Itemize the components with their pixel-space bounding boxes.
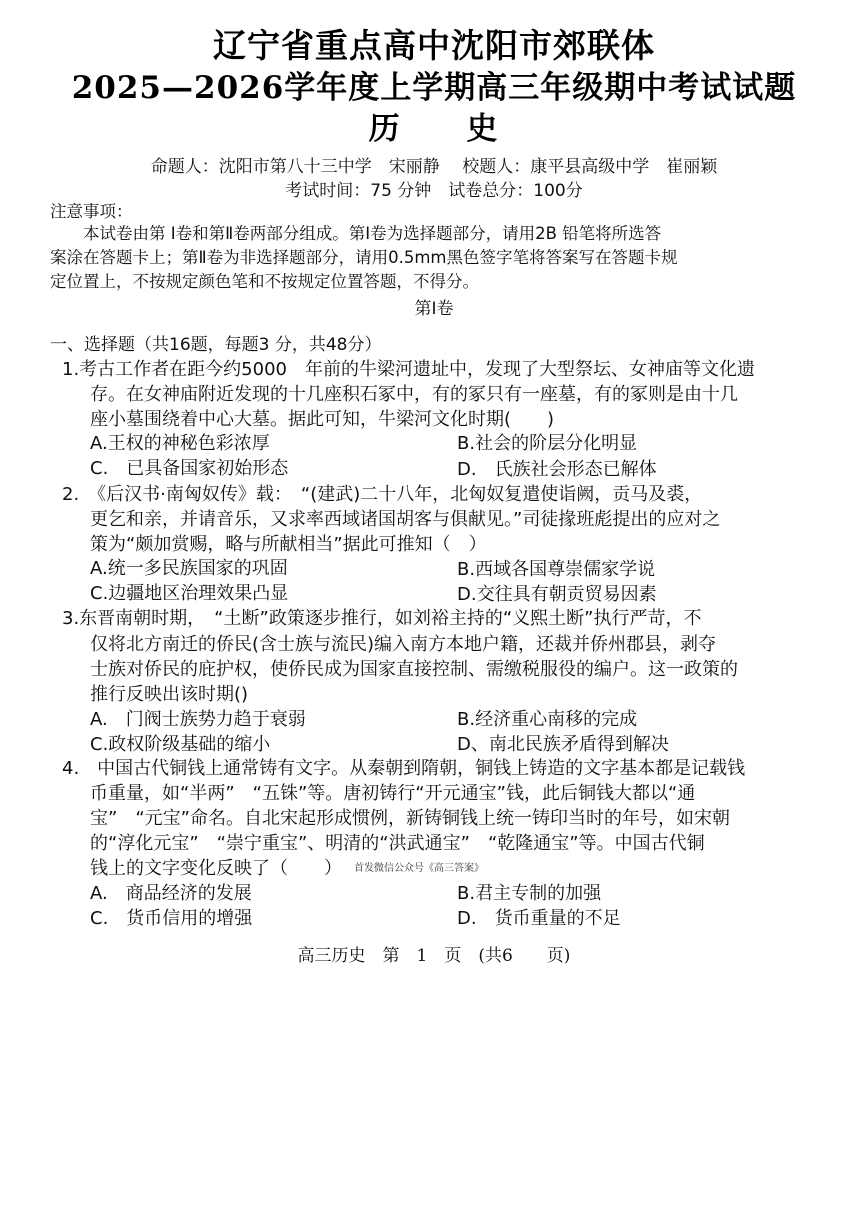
notice-line: 定位置上，不按规定颜色笔和不按规定位置答题，不得分。 [50,272,479,291]
exam-title-term: 2025—2026学年度上学期高三年级期中考试试题 [71,70,797,106]
question-3-text: 3.东晋南朝时期， “土断”政策逐步推行，如刘裕主持的“义熙土断”执行严苛，不 [62,608,702,629]
question-2-text: 策为“颇加赏赐，略与所献相当”据此可推知（ ） [90,534,487,555]
question-2-option-a: A.统一多民族国家的巩固 [90,558,288,579]
question-1-option-c: C. 已具备国家初始形态 [90,458,289,479]
question-4-text: 4. 中国古代铜钱上通常铸有文字。从秦朝到隋朝，铜钱上铸造的文字基本都是记载钱 [62,758,746,779]
question-1-text: 1.考古工作者在距今约5000 年前的牛梁河遗址中，发现了大型祭坛、女神庙等文化遗 [62,359,755,380]
question-4-text: 的“淳化元宝” “崇宁重宝”、明清的“洪武通宝” “乾隆通宝”等。中国古代铜 [90,833,705,854]
question-1-text: 座小墓围绕着中心大墓。据此可知，牛梁河文化时期( ) [90,409,555,430]
question-2-option-c: C.边疆地区治理效果凸显 [90,583,289,604]
notice-line: 案涂在答题卡上；第Ⅱ卷为非选择题部分，请用0.5mm黑色签字笔将答案写在答题卡规 [50,248,678,267]
question-1-option-a: A.王权的神秘色彩浓厚 [90,433,270,454]
watermark-note: 首发微信公众号《高三答案》 [354,863,484,874]
question-4-option-d: D. 货币重量的不足 [457,908,621,929]
question-3-option-a: A. 门阀士族势力趋于衰弱 [90,709,306,730]
question-4-text: 宝” “元宝”命名。自北宋起形成惯例，新铸铜钱上统一铸印当时的年号，如宋朝 [90,808,730,829]
question-2-option-d: D.交往具有朝贡贸易因素 [457,584,657,605]
question-4-option-b: B.君主专制的加强 [457,883,602,904]
question-3-option-d: D、南北民族矛盾得到解决 [457,734,669,755]
notice-label: 注意事项： [50,202,133,221]
exam-info: 考试时间：75 分钟 试卷总分：100分 [285,181,583,201]
exam-authors: 命题人：沈阳市第八十三中学 宋丽静 校题人：康平县高级中学 崔丽颖 [150,157,718,177]
question-3-text: 仅将北方南迁的侨民(含士族与流民)编入南方本地户籍，还裁并侨州郡县，剥夺 [90,634,717,655]
notice-line: 本试卷由第 Ⅰ卷和第Ⅱ卷两部分组成。第Ⅰ卷为选择题部分，请用2B 铅笔将所选答 [50,224,662,243]
question-4-text [90,857,484,881]
question-4-option-c: C. 货币信用的增强 [90,908,253,929]
question-4-option-a: A. 商品经济的发展 [90,883,252,904]
question-2-text: 2. 《后汉书·南匈奴传》载： “(建武)二十八年，北匈奴复遣使诣阙，贡马及裘， [62,484,703,505]
exam-subject: 历 史 [368,111,526,147]
part-title: 一、选择题（共16题，每题3 分，共48分） [50,335,382,355]
question-1-option-b: B.社会的阶层分化明显 [457,433,638,454]
question-1-text: 存。在女神庙附近发现的十几座积石冢中，有的冢只有一座墓，有的冢则是由十几 [90,384,738,405]
question-2-text: 更乞和亲，并请音乐，又求率西域诸国胡客与俱献见。”司徒掾班彪提出的应对之 [90,509,721,530]
question-1-option-d: D. 氏族社会形态已解体 [457,459,657,480]
section-title: 第Ⅰ卷 [414,299,454,319]
question-4-text-tail: 钱上的文字变化反映了（ ） [90,858,342,879]
question-3-option-c: C.政权阶级基础的缩小 [90,734,271,755]
exam-title-school: 辽宁省重点高中沈阳市郊联体 [213,26,655,65]
question-3-option-b: B.经济重心南移的完成 [457,709,638,730]
question-2-option-b: B.西域各国尊崇儒家学说 [457,559,656,580]
question-3-text: 士族对侨民的庇护权，使侨民成为国家直接控制、需缴税服役的编户。这一政策的 [90,659,738,680]
question-4-text: 币重量，如“半两” “五铢”等。唐初铸行“开元通宝”钱，此后铜钱大都以“通 [90,783,696,804]
page-footer: 高三历史 第 1 页 (共6 页) [297,946,571,966]
question-3-text: 推行反映出该时期() [90,684,249,705]
